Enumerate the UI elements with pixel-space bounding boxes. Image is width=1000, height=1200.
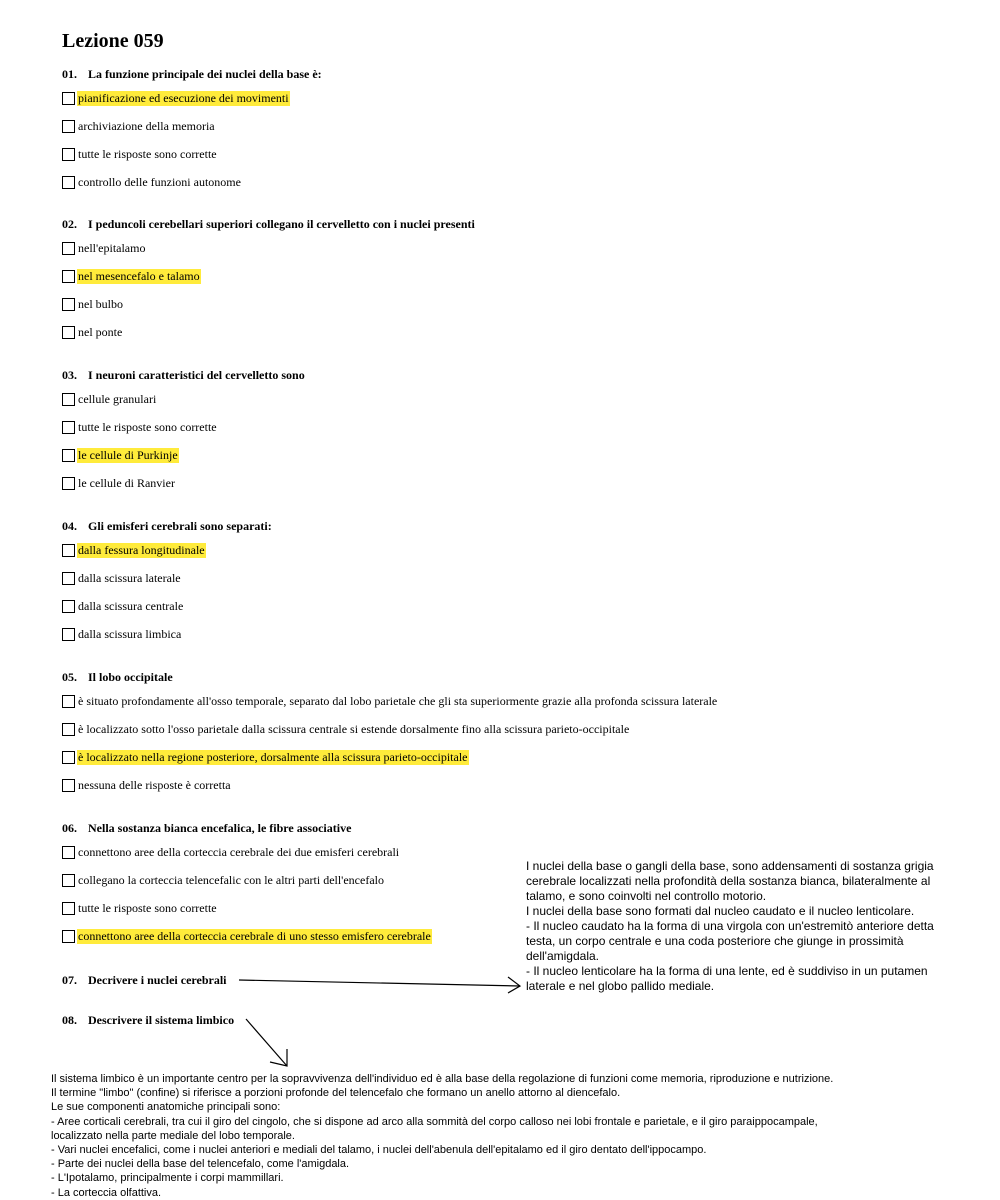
question-text: Gli emisferi cerebrali sono separati: — [88, 519, 272, 533]
answer-text: tutte le risposte sono corrette — [78, 420, 217, 434]
answer-text: nel bulbo — [78, 297, 123, 311]
answer-text: dalla scissura laterale — [78, 571, 181, 585]
question-text: Nella sostanza bianca encefalica, le fibre associative — [88, 821, 352, 835]
answer-text-07: I nuclei della base o gangli della base, sono addensamenti di sostanza grigia cerebrale localizzati nella profondità della sostanza bianca, bilateralmente al talamo, e sono coinvolti nel controllo motorio. I nuclei della base sono formati dal nucleo caudato e il nucleo lenticolare. - Il nucleo caudato ha la forma di una virgola con un'estremitò anteriore detta testa, un corpo centrale e una coda posteriore che giunge in prossimità dell'amigdala. - Il nucleo lenticolare ha la forma di una lente, ed è suddiviso in un putamen laterale e nel globo pallido mediale. — [526, 859, 934, 993]
question-number: 03. — [62, 368, 77, 382]
answer-text: nell'epitalamo — [78, 241, 146, 255]
answer-text: le cellule di Ranvier — [78, 476, 175, 490]
question-text: Descrivere il sistema limbico — [88, 1013, 235, 1027]
answer-text: dalla scissura limbica — [78, 627, 182, 641]
answer-text: nessuna delle risposte è corretta — [78, 778, 231, 792]
answer-text: connettono aree della corteccia cerebrale dei due emisferi cerebrali — [78, 845, 400, 859]
answer-text: nel ponte — [78, 325, 123, 339]
question-number: 07. — [62, 973, 77, 987]
answer-text: cellule granulari — [78, 392, 157, 406]
answer-text-correct: pianificazione ed esecuzione dei movimenti — [78, 91, 289, 105]
arrow-to-answer-08 — [246, 1019, 287, 1066]
question-number: 06. — [62, 821, 77, 835]
answer-text: tutte le risposte sono corrette — [78, 901, 217, 915]
question-number: 01. — [62, 67, 77, 81]
arrow-to-answer-07 — [239, 977, 520, 993]
question-number: 04. — [62, 519, 77, 533]
answer-text: controllo delle funzioni autonome — [78, 175, 241, 189]
question-number: 02. — [62, 217, 77, 231]
question-text: La funzione principale dei nuclei della base è: — [88, 67, 322, 81]
answer-text: è situato profondamente all'osso temporale, separato dal lobo parietale che gli sta superiormente grazie alla profonda scissura laterale — [78, 694, 718, 708]
answer-text: tutte le risposte sono corrette — [78, 147, 217, 161]
question-number: 08. — [62, 1013, 77, 1027]
question-text: I neuroni caratteristici del cervelletto sono — [88, 368, 305, 382]
answer-text-correct: nel mesencefalo e talamo — [78, 269, 200, 283]
question-text: Il lobo occipitale — [88, 670, 173, 684]
answer-text: è localizzato sotto l'osso parietale dalla scissura centrale si estende dorsalmente fino alla scissura parieto-occipitale — [78, 722, 630, 736]
answer-text: collegano la corteccia telencefalic con le altri parti dell'encefalo — [78, 873, 384, 887]
question-text: I peduncoli cerebellari superiori collegano il cervelletto con i nuclei presenti — [88, 217, 475, 231]
answer-text-correct: è localizzato nella regione posteriore, dorsalmente alla scissura parieto-occipitale — [78, 750, 468, 764]
question-text: Decrivere i nuclei cerebrali — [88, 973, 227, 987]
page-title: Lezione 059 — [62, 30, 164, 52]
answer-text: dalla scissura centrale — [78, 599, 184, 613]
answer-text-correct: dalla fessura longitudinale — [78, 543, 205, 557]
question-number: 05. — [62, 670, 77, 684]
answer-text-correct: connettono aree della corteccia cerebrale di uno stesso emisfero cerebrale — [78, 929, 431, 943]
answer-text-correct: le cellule di Purkinje — [78, 448, 178, 462]
answer-text: archiviazione della memoria — [78, 119, 215, 133]
answer-text-08: Il sistema limbico è un importante centro per la sopravvivenza dell'individuo ed è alla base della regolazione di funzioni come memoria, riproduzione e nutrizione. Il termine "limbo" (confine) si riferisce a porzioni profonde del telencefalo che formano un anello attorno al diencefalo. Le sue componenti anatomiche principali sono: - Aree corticali cerebrali, tra cui il giro del cingolo, che si dispone ad arco alla sommità del corpo calloso nei lobi frontale e parietale, e il giro paraippocampale, localizzato nella parte mediale del lobo temporale. - Vari nuclei encefalici, come i nuclei anteriori e mediali del talamo, i nuclei dell'abenula dell'epitalamo ed il giro dentato dell'ippocampo. - Parte dei nuclei della base del telencefalo, come l'amigdala. - L'Ipotalamo, principalmente i corpi mammillari. - La corteccia olfattiva. — [51, 1073, 834, 1199]
